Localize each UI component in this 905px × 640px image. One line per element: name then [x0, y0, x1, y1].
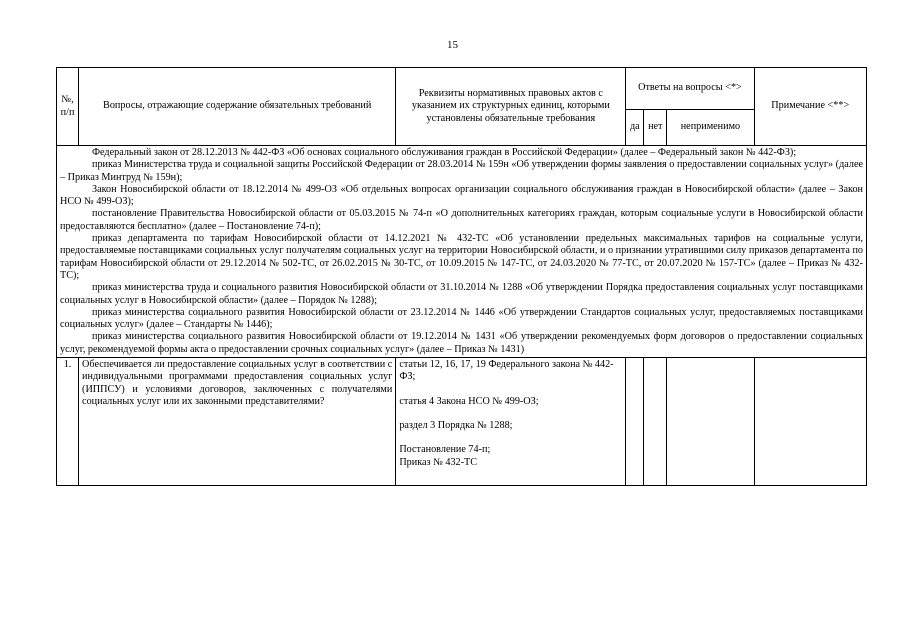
- page-number: 15: [447, 39, 458, 51]
- requisite-item: статья 4 Закона НСО № 499-ОЗ;: [399, 395, 539, 407]
- header-no: нет: [644, 110, 667, 146]
- header-requisites: Реквизиты нормативных правовых актов с указанием их структурных единиц, которыми установлены обязательные требования: [396, 68, 626, 146]
- header-question: Вопросы, отражающие содержание обязательных требований: [79, 68, 396, 146]
- intro-cell: [57, 146, 867, 358]
- table-row: [57, 358, 867, 486]
- header-row: [57, 68, 867, 110]
- requisite-item: Приказ № 432-ТС: [399, 456, 478, 468]
- requisite-item: Постановление 74-п;: [399, 444, 491, 456]
- requirements-table: [56, 67, 867, 486]
- row-number: 1.: [57, 358, 79, 486]
- intro-paragraph: приказ министерства социального развития Новосибирской области от 23.12.2014 № 1446 «Об утверждении Стандартов социальных услуг, предоставляемых поставщиками социальных услуг» (далее – Стандарты № 1446);: [60, 306, 863, 331]
- row-answer-yes[interactable]: [626, 358, 644, 486]
- intro-paragraph: приказ департамента по тарифам Новосибирской области от 14.12.2021 № 432-ТС «Об установлении предельных максимальных тарифов на социальные услуги, предоставляемые поставщиками социальных услуг получателям социальных услуг на территории Новосибирской области, и о признании утратившими силу приказов департамента по тарифам Новосибирской области от 29.12.2014 № 502-ТС, от 26.02.2015 № 30-ТС, от 10.09.2015 № 147-ТС, от 24.03.2020 № 77-ТС, от 20.07.2020 № 157-ТС» (далее – Приказ № 432-ТС);: [60, 233, 863, 281]
- requisite-item: раздел 3 Порядка № 1288;: [399, 419, 513, 431]
- row-answer-no[interactable]: [644, 358, 667, 486]
- row-question: Обеспечивается ли предоставление социальных услуг в соответствии с индивидуальными программами предоставления социальных услуг (ИППСУ) и условиями договоров, заключенных с получателями социальных услуг или их законными представителями?: [79, 358, 396, 486]
- header-answers: Ответы на вопросы <*>: [626, 68, 754, 110]
- header-num: №, п/п: [57, 68, 79, 146]
- requisite-item: статьи 12, 16, 17, 19 Федерального закона № 442-ФЗ;: [399, 359, 614, 383]
- header-na: неприменимо: [667, 110, 754, 146]
- intro-paragraph: Закон Новосибирской области от 18.12.2014 № 499-ОЗ «Об отдельных вопросах организации социального обслуживания граждан в Новосибирской области» (далее – Закон НСО № 499-ОЗ);: [60, 183, 863, 208]
- intro-paragraph: приказ Министерства труда и социальной защиты Российской Федерации от 28.03.2014 № 159н «Об утверждении формы заявления о предоставлении социальных услуг» (далее – Приказ Минтруд № 159н);: [60, 159, 863, 183]
- row-requisites: [396, 358, 626, 486]
- header-note: Примечание <**>: [754, 68, 866, 146]
- header-yes: да: [626, 110, 644, 146]
- row-answer-na[interactable]: [667, 358, 754, 486]
- row-note[interactable]: [754, 358, 866, 486]
- intro-paragraph: Федеральный закон от 28.12.2013 № 442-ФЗ «Об основах социального обслуживания граждан в Российской Федерации» (далее – Федеральный закон № 442-ФЗ);: [92, 147, 797, 158]
- intro-paragraph: приказ министерства социального развития Новосибирской области от 19.12.2014 № 1431 «Об утверждении рекомендуемых форм договоров о предоставлении социальных услуг, рекомендуемой формы акта о предоставлении срочных социальных услуг» (далее – Приказ № 1431): [60, 331, 863, 355]
- intro-row: [57, 146, 867, 358]
- intro-paragraph: приказ министерства труда и социального развития Новосибирской области от 31.10.2014 № 1288 «Об утверждении Порядка предоставления социальных услуг поставщиками социальных услуг в Новосибирской области» (далее – Порядок № 1288);: [60, 282, 863, 306]
- intro-paragraph: постановление Правительства Новосибирской области от 05.03.2015 № 74-п «О дополнительных категориях граждан, которым социальные услуги в Новосибирской области предоставляются бесплатно» (далее – Постановление 74-п);: [60, 208, 863, 232]
